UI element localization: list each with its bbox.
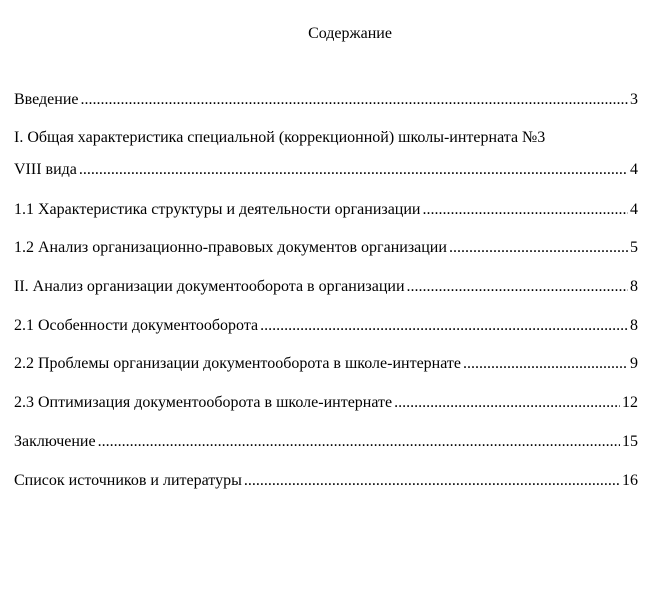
- toc-leader-dots: [394, 393, 620, 413]
- toc-leader-dots: [98, 432, 620, 452]
- toc-entry-text: 2.1 Особенности документооборота: [14, 317, 259, 334]
- toc-entry-text: VIII вида: [14, 161, 77, 178]
- toc-entry-text: II. Анализ организации документооборота в организации: [14, 278, 405, 295]
- toc-leader-dots: [79, 160, 628, 180]
- toc-page-number: 8: [630, 317, 638, 334]
- toc-entry-text: 1.1 Характеристика структуры и деятельности организации: [14, 201, 421, 218]
- toc-entry-text: 1.2 Анализ организационно-правовых документов организации: [14, 239, 447, 256]
- toc-entry-text: 2.2 Проблемы организации документооборота в школе-интернате: [14, 355, 462, 372]
- toc-page-number: 9: [630, 355, 638, 372]
- toc-entry-section-1-2[interactable]: [14, 238, 638, 258]
- toc-entry-references[interactable]: [14, 471, 638, 491]
- toc-page-number: 15: [622, 433, 638, 450]
- toc-leader-dots: [244, 471, 620, 491]
- toc-entry-text: Список источников и литературы: [14, 472, 242, 489]
- toc-entry-text: I. Общая характеристика специальной (коррекционной) школы-интерната №3: [14, 129, 546, 146]
- toc-leader-dots: [423, 200, 629, 220]
- toc-page-number: 16: [622, 472, 638, 489]
- toc-page-number: 4: [630, 201, 638, 218]
- toc-leader-dots: [407, 277, 629, 297]
- toc-entry-chapter-1-line-1[interactable]: [14, 128, 638, 148]
- toc-entry-text: 2.3 Оптимизация документооборота в школе-интернате: [14, 394, 393, 411]
- page-title: Содержание: [308, 25, 392, 42]
- toc-page-number: 5: [630, 239, 638, 256]
- toc-page-number: 12: [622, 394, 638, 411]
- toc-page-number: 4: [630, 161, 638, 178]
- toc-entry-section-2-3[interactable]: [14, 393, 638, 413]
- toc-entry-text: Введение: [14, 91, 79, 108]
- toc-entry-section-1-1[interactable]: [14, 200, 638, 220]
- toc-leader-dots: [463, 354, 628, 374]
- toc-entry-introduction[interactable]: [14, 90, 638, 110]
- toc-page-number: 3: [630, 91, 638, 108]
- toc-page-number: 8: [630, 278, 638, 295]
- toc-leader-dots: [260, 316, 628, 336]
- toc-leader-dots: [81, 90, 629, 110]
- toc-leader-dots: [449, 238, 628, 258]
- toc-entry-section-2-2[interactable]: [14, 354, 638, 374]
- toc-entry-chapter-1-line-2[interactable]: [14, 160, 638, 180]
- toc-entry-text: Заключение: [14, 433, 96, 450]
- toc-entry-section-2-1[interactable]: [14, 316, 638, 336]
- toc-entry-chapter-2[interactable]: [14, 277, 638, 297]
- toc-entry-conclusion[interactable]: [14, 432, 638, 452]
